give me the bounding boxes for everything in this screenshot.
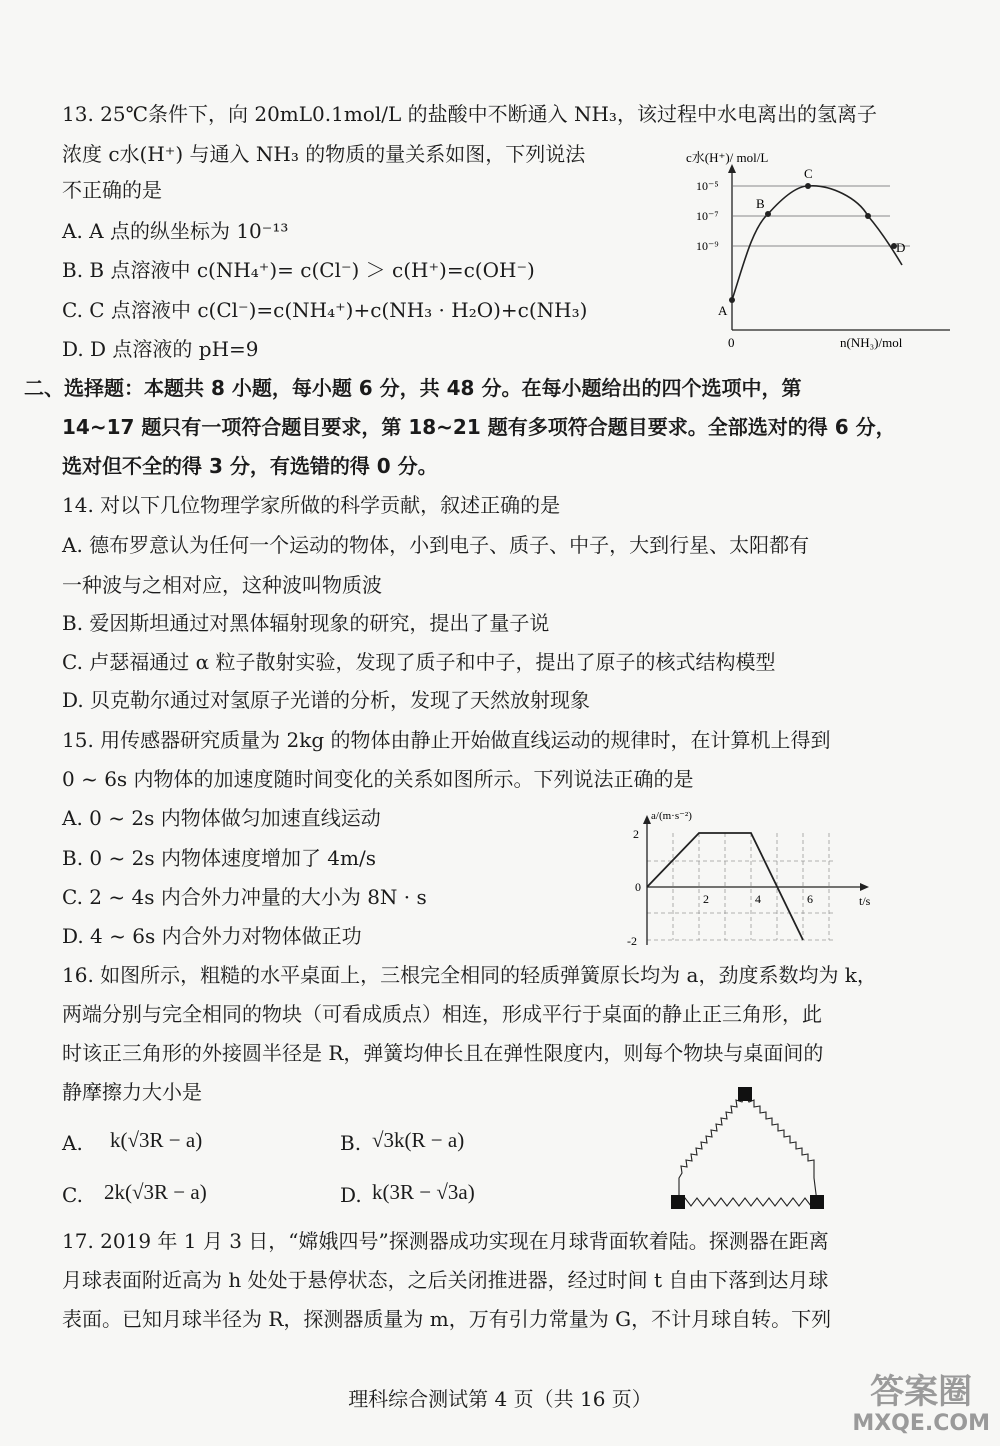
- q17-stem-line1: 17. 2019 年 1 月 3 日，“嫦娥四号”探测器成功实现在月球背面软着陆。探测器在距离: [62, 1229, 829, 1253]
- q13-point-b: [765, 211, 771, 217]
- q13-option-d: D. D 点溶液的 pH=9: [62, 337, 259, 361]
- q15-option-b: B. 0 ~ 2s 内物体速度增加了 4m/s: [62, 846, 377, 870]
- section2-line1: 二、选择题：本题共 8 小题，每小题 6 分，共 48 分。在每小题给出的四个选项中，第: [24, 376, 802, 400]
- q13-label-a: A: [718, 303, 728, 318]
- q15-ytick-neg2: -2: [627, 934, 637, 948]
- q16-option-b: √3k(R − a): [372, 1128, 465, 1152]
- q16-stem-line2: 两端分别与完全相同的物块（可看成质点）相连，形成平行于桌面的静止正三角形，此: [62, 1002, 822, 1026]
- q16-spring-right: [745, 1095, 817, 1202]
- q16-spring-left: [679, 1095, 745, 1202]
- q15-xtick-4: 4: [755, 892, 761, 906]
- q15-x-arrow: [860, 883, 869, 891]
- q14-option-a-line1: A. 德布罗意认为任何一个运动的物体，小到电子、质子、中子，大到行星、太阳都有: [62, 533, 810, 557]
- q15-graph-xlabel: t/s: [859, 894, 871, 908]
- q14-option-a-line2: 一种波与之相对应，这种波叫物质波: [62, 573, 382, 597]
- q13-ytick-2: 10⁻⁷: [696, 209, 719, 223]
- q16-block-left: [671, 1195, 685, 1209]
- q13-stem-line2: 浓度 c水(H⁺) 与通入 NH₃ 的物质的量关系如图，下列说法: [62, 142, 586, 166]
- q15-option-a: A. 0 ~ 2s 内物体做匀加速直线运动: [62, 806, 381, 830]
- q15-origin: 0: [635, 880, 641, 894]
- q15-stem-line2: 0 ~ 6s 内物体的加速度随时间变化的关系如图所示。下列说法正确的是: [62, 767, 694, 791]
- q14-stem: 14. 对以下几位物理学家所做的科学贡献，叙述正确的是: [62, 493, 561, 517]
- q17-stem-line3: 表面。已知月球半径为 R，探测器质量为 m，万有引力常量为 G，不计月球自转。下列: [62, 1307, 832, 1331]
- q13-stem-line1: 13. 25℃条件下，向 20mL0.1mol/L 的盐酸中不断通入 NH₃，该过程中水电离出的氢离子: [62, 102, 877, 126]
- q13-y-arrow: [728, 164, 736, 173]
- q13-graph-xlabel: n(NH₃)/mol: [840, 335, 903, 350]
- q16-option-c: 2k(√3R − a): [104, 1180, 207, 1204]
- q16-stem-line4: 静摩擦力大小是: [62, 1080, 202, 1104]
- q16-option-d-label: D.: [340, 1183, 362, 1207]
- q15-ytick-2: 2: [633, 827, 639, 841]
- q14-option-c: C. 卢瑟福通过 α 粒子散射实验，发现了质子和中子，提出了原子的核式结构模型: [62, 650, 776, 674]
- q13-graph: [680, 140, 980, 365]
- page-footer: 理科综合测试第 4 页（共 16 页）: [348, 1387, 652, 1411]
- q13-stem-line3: 不正确的是: [62, 178, 162, 202]
- q16-block-right: [810, 1195, 824, 1209]
- q13-point-dot: [865, 213, 871, 219]
- q15-option-d: D. 4 ~ 6s 内合外力对物体做正功: [62, 924, 362, 948]
- q13-label-c: C: [804, 166, 813, 181]
- q16-stem-line1: 16. 如图所示，粗糙的水平桌面上，三根完全相同的轻质弹簧原长均为 a，劲度系数均为 k，: [62, 963, 877, 987]
- q13-point-a: [729, 297, 735, 303]
- q16-option-a: k(√3R − a): [110, 1128, 203, 1152]
- q13-option-a: A. A 点的纵坐标为 10⁻¹³: [62, 219, 289, 243]
- q15-xtick-6: 6: [807, 892, 813, 906]
- q16-option-a-label: A.: [62, 1131, 83, 1155]
- section2-line2: 14~17 题只有一项符合题目要求，第 18~21 题有多项符合题目要求。全部选对的得 6 分，: [62, 415, 896, 439]
- q13-point-c: [805, 183, 811, 189]
- q15-graph-ylabel: a/(m·s⁻²): [651, 810, 692, 822]
- q16-spring-bottom: [679, 1198, 817, 1206]
- q13-graph-ylabel: c水(H⁺)/ mol/L: [686, 150, 769, 165]
- q14-option-b: B. 爱因斯坦通过对黑体辐射现象的研究，提出了量子说: [62, 611, 550, 635]
- q16-option-d: k(3R − √3a): [372, 1180, 475, 1204]
- q16-block-top: [738, 1087, 752, 1101]
- q15-xtick-2: 2: [703, 892, 709, 906]
- q13-label-b: B: [756, 196, 765, 211]
- watermark-logo: 答案圈 MXQE.COM: [852, 1372, 990, 1436]
- q13-option-b: B. B 点溶液中 c(NH₄⁺)= c(Cl⁻) ＞ c(H⁺)=c(OH⁻): [62, 258, 535, 282]
- section2-line3: 选对但不全的得 3 分，有选错的得 0 分。: [62, 454, 438, 478]
- q16-option-b-label: B.: [340, 1131, 362, 1155]
- q13-ytick-1: 10⁻⁵: [696, 179, 719, 193]
- q17-stem-line2: 月球表面附近高为 h 处处于悬停状态，之后关闭推进器，经过时间 t 自由下落到达月球: [62, 1268, 829, 1292]
- q15-option-c: C. 2 ~ 4s 内合外力冲量的大小为 8N · s: [62, 885, 427, 909]
- q13-ytick-3: 10⁻⁹: [696, 239, 719, 253]
- q16-option-c-label: C.: [62, 1183, 83, 1207]
- q14-option-d: D. 贝克勒尔通过对氢原子光谱的分析，发现了天然放射现象: [62, 688, 591, 712]
- q13-label-d: D: [896, 240, 906, 255]
- q13-option-c: C. C 点溶液中 c(Cl⁻)=c(NH₄⁺)+c(NH₃ · H₂O)+c(NH₃): [62, 298, 588, 322]
- q16-stem-line3: 时该正三角形的外接圆半径是 R，弹簧均伸长且在弹性限度内，则每个物块与桌面间的: [62, 1041, 824, 1065]
- q15-stem-line1: 15. 用传感器研究质量为 2kg 的物体由静止开始做直线运动的规律时，在计算机上得到: [62, 728, 831, 752]
- q13-origin: 0: [728, 335, 735, 350]
- q16-triangle-figure: [665, 1078, 835, 1218]
- q15-graph: [625, 805, 885, 955]
- q15-y-arrow: [643, 815, 651, 824]
